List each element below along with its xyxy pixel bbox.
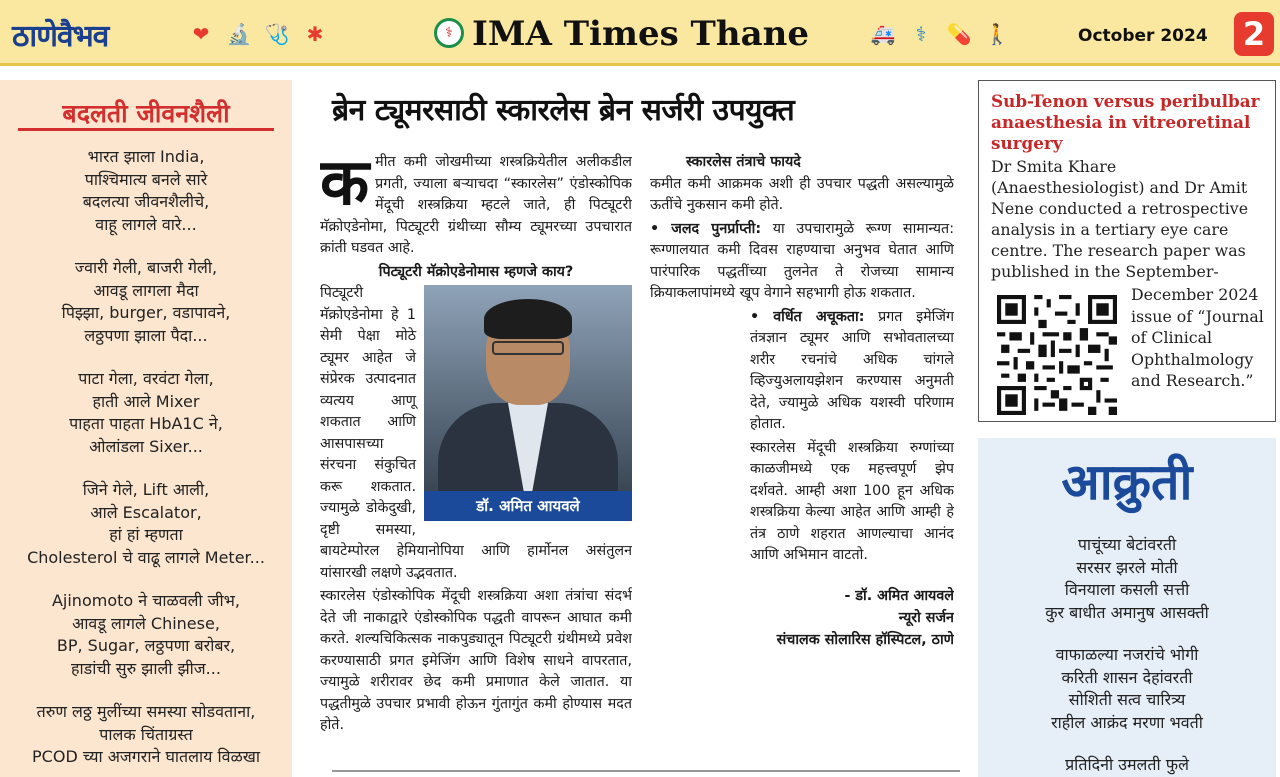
poem-body bbox=[0, 146, 292, 777]
lifestyle-poem-column bbox=[0, 80, 292, 777]
research-body-continued: December 2024 issue of “Journal of Clinical Ophthalmology and Research.” bbox=[1131, 285, 1264, 390]
poem-line: तरुण लठ्ठ मुलींच्या समस्या सोडवताना, bbox=[36, 702, 256, 721]
page-header bbox=[0, 0, 1280, 66]
drop-cap: क bbox=[320, 152, 370, 220]
ambulance-icon: 🚑 bbox=[870, 22, 896, 46]
article-paragraph: पिट्यूटरी मॅक्रोएडेनोमा हे 1 सेमी पेक्षा मोठे ट्यूमर आहेत जे संप्रेरक उत्पादनात व्यत्यय आणू शकतात आणि आसपासच्या संरचना संकुचित करू शकतात. ज्यामुळे डोकेदुखी, दृष्टी समस्या, बायटेम्पोरल हेमियानोपिया आणि हार्मोनल असंतुलन यांसारखी लक्षणे उद्भवतात. bbox=[320, 285, 632, 581]
poem-line: वाहू लागले वारे... bbox=[95, 214, 197, 234]
article-headline: ब्रेन ट्यूमरसाठी स्कारलेस ब्रेन सर्जरी उपयुक्त bbox=[332, 93, 795, 128]
stethoscope-icon: 🩺 bbox=[264, 22, 290, 46]
brand-logo: ठाणेवैभव bbox=[12, 19, 109, 54]
benefit-text: प्रगत इमेजिंग तंत्रज्ञान ट्यूमर आणि सभोवतालच्या शरीर रचनांचे अधिक चांगले व्हिज्युअलायझेशन करण्यास अनुमती देते, ज्यामुळे अधिक यशस्वी परिणाम होतात. bbox=[750, 308, 954, 432]
research-body: Dr Smita Khare (Anaesthesiologist) and Dr Amit Nene conducted a retrospective analysis in a tertiary eye care centre. The research paper was published in the September- bbox=[991, 157, 1249, 281]
akruti-poem-box bbox=[978, 438, 1276, 777]
poem-line: हाडांची सुरु झाली झीज... bbox=[71, 658, 221, 678]
qr-code-icon[interactable] bbox=[997, 295, 1117, 415]
page-number-badge: 2 bbox=[1234, 12, 1274, 56]
author-photo-block bbox=[424, 285, 632, 523]
photo-caption: डॉ. अमित आयवले bbox=[424, 491, 632, 521]
capsule-icon: 💊 bbox=[946, 22, 972, 46]
heartbeat-icon: ❤ bbox=[192, 22, 210, 46]
poem-title: बदलती जीवनशैली bbox=[62, 99, 230, 128]
poem-stanza bbox=[0, 368, 292, 458]
poem-line: पाश्चिमात्य बनले सारे bbox=[84, 169, 208, 189]
article-paragraph: कमीत कमी आक्रमक अशी ही उपचार पद्धती असल्यामुळे ऊतींचे नुकसान कमी होते. bbox=[650, 175, 954, 213]
poem-stanza bbox=[0, 590, 292, 680]
benefit-label: • वर्धित अचूकता: bbox=[750, 308, 865, 325]
poem-line: पाटा गेला, वरवंटा गेला, bbox=[78, 369, 214, 388]
article-paragraph: स्कारलेस मेंदूची शस्त्रक्रिया रुग्णांच्या काळजीमध्ये एक महत्त्वपूर्ण झेप दर्शवते. आम्ही अशा 100 हून अधिक शस्त्रक्रिया केल्या आहेत आणि आम्ही हे तंत्र ठाणे शहरात आणल्याचा आनंद आणि अभिमान वाटतो. bbox=[750, 439, 954, 563]
poem-line: पाचूंच्या बेटांवरती bbox=[1077, 535, 1177, 554]
poem-line: BP, Sugar, लठ्ठपणा बरोबर, bbox=[56, 636, 236, 655]
akruti-title: आक्रुती bbox=[1061, 453, 1193, 511]
article-paragraph: स्कारलेस एंडोस्कोपिक मेंदूची शस्त्रक्रिया अशा तंत्रांचा संदर्भ देते जी नाकाद्वारे एंडोस्कोपिक पद्धती वापरून आघात कमी करते. शल्यचिकित्सक नाकपुड्यातून पिट्यूटरी ग्रंथीमध्ये प्रवेश करण्यासाठी प्रगत इमेजिंग आणि विशेष साधने वापरतात, ज्यामुळे शरीरावर छेद कमी प्रमाणात केले जातात. या पद्धतीमुळे उपचार प्रभावी होऊन गुंतागुंत कमी होण्यास मदत होते. bbox=[320, 588, 632, 733]
benefit-item bbox=[650, 307, 954, 436]
poem-line: लठ्ठपणा झाला पैदा... bbox=[84, 325, 208, 345]
author-photo bbox=[424, 285, 632, 491]
poem-line: वाफाळल्या नजरांचे भोगी bbox=[1055, 645, 1199, 664]
poem-line: पाहता पाहता HbA1C ने, bbox=[69, 414, 223, 433]
poem-line: सोशिती सत्व चारित्र्य bbox=[1068, 690, 1186, 709]
poem-line: राहील आक्रंद मरणा भवती bbox=[1051, 712, 1203, 732]
signature-role: न्यूरो सर्जन bbox=[898, 609, 954, 626]
research-title: Sub-Tenon versus peribulbar anaesthesia in vitreoretinal surgery bbox=[991, 91, 1260, 153]
poem-line: करिती शासन देहांवरती bbox=[1061, 667, 1193, 687]
poem-stanza bbox=[0, 146, 292, 236]
poem-stanza bbox=[978, 644, 1276, 734]
person-icon: 🚶 bbox=[984, 22, 1010, 46]
poem-line: Cholesterol चे वाढू लागले Meter... bbox=[27, 547, 265, 567]
masthead-title: IMA Times Thane bbox=[472, 14, 809, 54]
header-left-icons bbox=[188, 22, 328, 46]
poem-line: आवडू लागला मैदा bbox=[93, 280, 199, 300]
poem-line: पिझ्झा, burger, वडापावने, bbox=[61, 303, 231, 322]
article-column-2 bbox=[650, 152, 954, 762]
benefit-item bbox=[650, 219, 954, 305]
poem-line: आवडू लागले Chinese, bbox=[72, 613, 220, 633]
poem-stanza bbox=[0, 701, 292, 769]
poem-line: बदलत्या जीवनशैलीचे, bbox=[82, 192, 210, 211]
akruti-poem-body bbox=[978, 534, 1276, 777]
microscope-icon: 🔬 bbox=[226, 22, 252, 46]
poem-line: जिने गेले, Lift आली, bbox=[82, 480, 210, 499]
poem-line: ज्वारी गेली, बाजरी गेली, bbox=[74, 258, 218, 277]
poem-stanza bbox=[0, 479, 292, 569]
signature-org: संचालक सोलारिस हॉस्पिटल, ठाणे bbox=[776, 631, 954, 648]
benefit-text: या उपचारामुळे रूग्ण सामान्यत: रूग्णालयात कमी दिवस राहण्याचा अनुभव घेतात आणि पारंपारिक पद्धतींच्या तुलनेत ते रोजच्या सामान्य क्रियाकलापांमध्ये खूप वेगाने सहभागी होऊ शकतात. bbox=[650, 220, 954, 301]
medical-star-icon: ✱ bbox=[306, 22, 324, 46]
caduceus-icon: ⚕ bbox=[915, 22, 927, 46]
poem-line: पालक चिंताग्रस्त bbox=[99, 724, 193, 744]
poem-line: Ajinomoto ने चाळवली जीभ, bbox=[51, 591, 241, 610]
poem-line: सरसर झरले मोती bbox=[1076, 557, 1178, 577]
section-subheading: पिट्यूटरी मॅक्रोएडेनोमास म्हणजे काय? bbox=[378, 263, 574, 280]
issue-date: October 2024 bbox=[1078, 26, 1208, 46]
poem-stanza bbox=[0, 257, 292, 347]
author-signature bbox=[650, 585, 954, 651]
poem-line: विनयाला कसली सत्ती bbox=[1064, 580, 1190, 599]
column-divider bbox=[332, 770, 960, 772]
ima-logo-icon: ⚕ bbox=[434, 18, 464, 48]
section-subheading: स्कारलेस तंत्राचे फायदे bbox=[686, 154, 801, 170]
poem-line: प्रतिदिनी उमलती फुले bbox=[1065, 755, 1189, 774]
header-right-icons bbox=[870, 22, 1010, 46]
research-box bbox=[978, 80, 1276, 422]
poem-stanza bbox=[978, 754, 1276, 777]
poem-line: हाती आले Mixer bbox=[92, 391, 200, 411]
poem-line: PCOD च्या अजगराने घातलाय विळखा bbox=[32, 747, 260, 766]
benefit-label: • जलद पुनर्प्राप्ती: bbox=[650, 220, 762, 237]
poem-line: भारत झाला India, bbox=[87, 147, 205, 166]
poem-line: ओलांडला Sixer... bbox=[89, 436, 203, 456]
poem-stanza bbox=[978, 534, 1276, 624]
poem-line: कुर बाधीत अमानुष आसक्ती bbox=[1045, 602, 1209, 622]
article-intro: मीत कमी जोखमीच्या शस्त्रक्रियेतील अलीकडील प्रगती, ज्याला बऱ्याचदा “स्कारलेस” एंडोस्कोपिक मेंदूची शस्त्रक्रिया म्हटले जाते, ही पिट्यूटरी मॅक्रोएडेनोमा, पिट्यूटरी ग्रंथीच्या सौम्य ट्यूमरच्या उपचारात क्रांती घडवत आहे. bbox=[320, 154, 632, 256]
signature-name: - डॉ. अमित आयवले bbox=[844, 587, 954, 604]
article-column-1 bbox=[320, 152, 632, 762]
poem-line: हां हां म्हणता bbox=[109, 525, 183, 544]
poem-line: आले Escalator, bbox=[90, 502, 202, 522]
title-underline bbox=[18, 128, 274, 131]
